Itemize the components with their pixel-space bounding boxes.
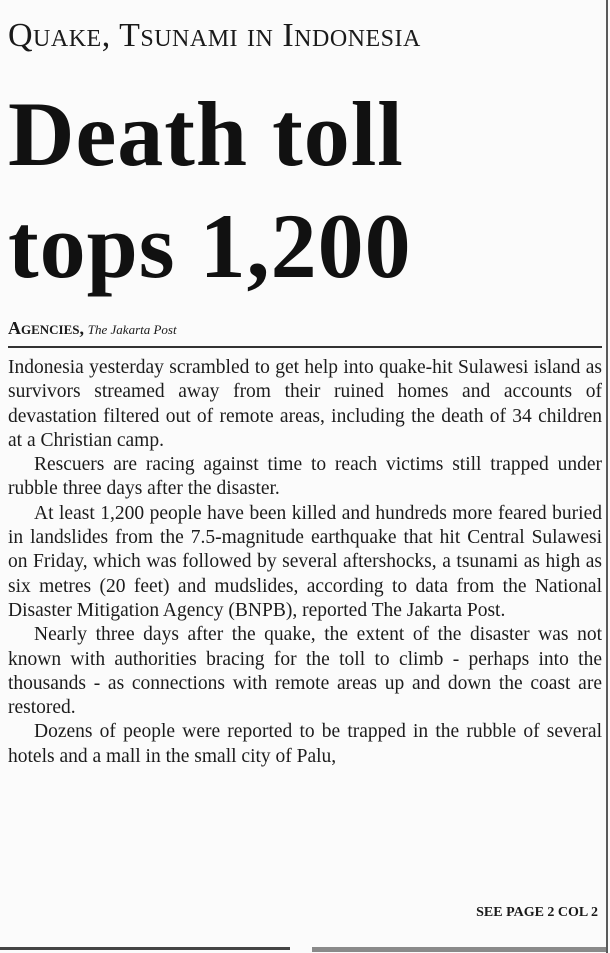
paragraph-2: Rescuers are racing against time to reach victims still trapped under rubble three days after the disaster. [8,454,602,500]
column-rule [606,0,608,953]
headline-line-1: Death toll [8,83,404,185]
paragraph-5: Dozens of people were reported to be trapped in the rubble of several hotels and a mall in the small city of Palu, [8,721,602,767]
byline-divider [8,346,602,348]
paragraph-1: Indonesia yesterday scrambled to get help into quake-hit Sulawesi island as survivors streamed away from their ruined homes and accounts of devastation filtered out of remote areas, including the death of 34 children at a Christian camp. [8,357,602,451]
byline [8,318,177,340]
bottom-divider-left [0,947,290,950]
paragraph-4: Nearly three days after the quake, the extent of the disaster was not known with authorities bracing for the toll to climb - perhaps into the thousands - as connections with remote areas up and down the coast are restored. [8,624,602,719]
jump-line: SEE PAGE 2 COL 2 [476,905,598,920]
byline-agency: Agencies, [8,318,85,338]
bottom-divider-right [312,947,606,952]
headline-line-2: tops 1,200 [8,195,412,297]
kicker-headline: Quake, Tsunami in Indonesia [8,17,421,54]
article-body [8,356,602,769]
main-headline [8,78,598,302]
byline-paper: The Jakarta Post [87,322,177,337]
paragraph-3: At least 1,200 people have been killed and hundreds more feared buried in landslides from the 7.5-magnitude earthquake that hit Central Sulawesi on Friday, which was followed by several aftershocks, a tsunami as high as six metres (20 feet) and mudslides, according to data from the National Disaster Mitigation Agency (BNPB), reported The Jakarta Post. [8,502,602,621]
